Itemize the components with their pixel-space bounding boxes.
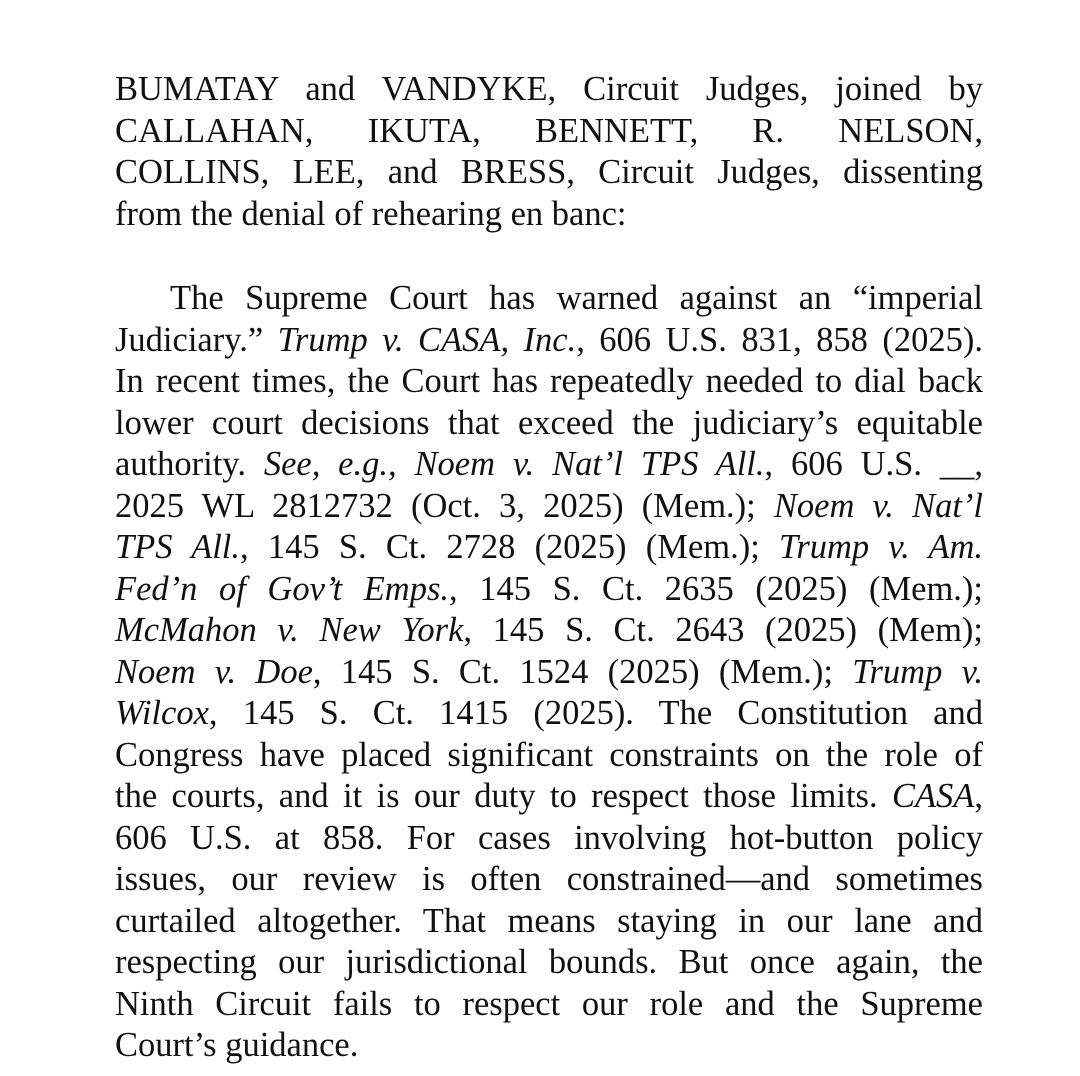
text-run: lower court decisions that exceed the judiciary’s equitable [115, 403, 983, 442]
text-run: , 606 U.S. __, [764, 445, 983, 483]
paragraph-line [115, 776, 983, 818]
case-citation: Trump v. Am. [779, 528, 983, 566]
paragraph-line [115, 569, 983, 611]
opinion-paragraph [115, 278, 983, 1067]
paragraph-line [115, 361, 983, 403]
text-run: Court’s guidance. [115, 1026, 359, 1064]
text-run: , 145 S. Ct. 2643 (2025) (Mem); [463, 611, 983, 649]
text-run: respecting our jurisdictional bounds. But once again, the [115, 943, 983, 981]
paragraph-line [115, 984, 983, 1026]
text-run: Ninth Circuit fails to respect our role and the Supreme [115, 984, 983, 1023]
case-citation: Noem v. Doe [115, 652, 313, 691]
heading-line: CALLAHAN, IKUTA, BENNETT, R. NELSON, [115, 111, 983, 150]
case-citation: See, e.g., Noem v. Nat’l TPS All. [263, 445, 765, 483]
case-citation: Fed’n of Gov’t Emps. [115, 569, 450, 608]
heading-line: COLLINS, LEE, and BRESS, Circuit Judges, dissenting [115, 153, 983, 191]
text-run: authority. [115, 445, 264, 483]
paragraph-line [115, 652, 983, 694]
case-citation: McMahon v. New York [115, 611, 464, 649]
text-run: , 145 S. Ct. 1524 (2025) (Mem.); [312, 652, 853, 691]
paragraph-line [115, 735, 983, 777]
paragraph-line [115, 527, 983, 569]
text-run: , 606 U.S. 831, 858 (2025). [576, 320, 983, 359]
text-run: Congress have placed significant constraints on the role of [115, 735, 983, 774]
text-run: issues, our review is often constrained—and sometimes [115, 860, 983, 898]
text-run: The Supreme Court has warned against an “imperial [170, 279, 983, 317]
case-citation: Noem v. Nat’l [773, 486, 983, 525]
case-citation: Trump v. CASA, Inc. [277, 320, 577, 359]
text-run: curtailed altogether. That means staying in our lane and [115, 901, 983, 940]
case-citation: TPS All. [115, 528, 240, 566]
paragraph-line [115, 942, 983, 984]
paragraph-line [115, 278, 983, 320]
paragraph-line [115, 859, 983, 901]
case-citation: Wilcox [115, 694, 209, 732]
heading-line: BUMATAY and VANDYKE, Circuit Judges, joined by [115, 70, 983, 108]
case-citation: CASA [891, 777, 975, 815]
text-run: , [974, 777, 983, 815]
paragraph-line [115, 818, 983, 860]
paragraph-line [115, 693, 983, 735]
paragraph-line [115, 1025, 983, 1067]
paragraph-line [115, 320, 983, 362]
text-run: Judiciary.” [115, 320, 278, 359]
opinion-heading [115, 69, 983, 235]
heading-line: from the denial of rehearing en banc: [115, 194, 627, 233]
paragraph-line [115, 901, 983, 943]
case-citation: Trump v. [852, 652, 983, 691]
text-run: 2025 WL 2812732 (Oct. 3, 2025) (Mem.); [115, 486, 774, 525]
text-run: In recent times, the Court has repeatedly needed to dial back [115, 362, 983, 400]
text-run: 606 U.S. at 858. For cases involving hot-button policy [115, 818, 983, 857]
paragraph-line [115, 403, 983, 445]
text-run: , 145 S. Ct. 2635 (2025) (Mem.); [449, 569, 983, 608]
paragraph-line [115, 610, 983, 652]
paragraph-line [115, 486, 983, 528]
paragraph-line [115, 444, 983, 486]
text-run: , 145 S. Ct. 2728 (2025) (Mem.); [240, 528, 780, 566]
text-run: the courts, and it is our duty to respect those limits. [115, 777, 892, 815]
text-run: , 145 S. Ct. 1415 (2025). The Constitution and [208, 694, 983, 732]
